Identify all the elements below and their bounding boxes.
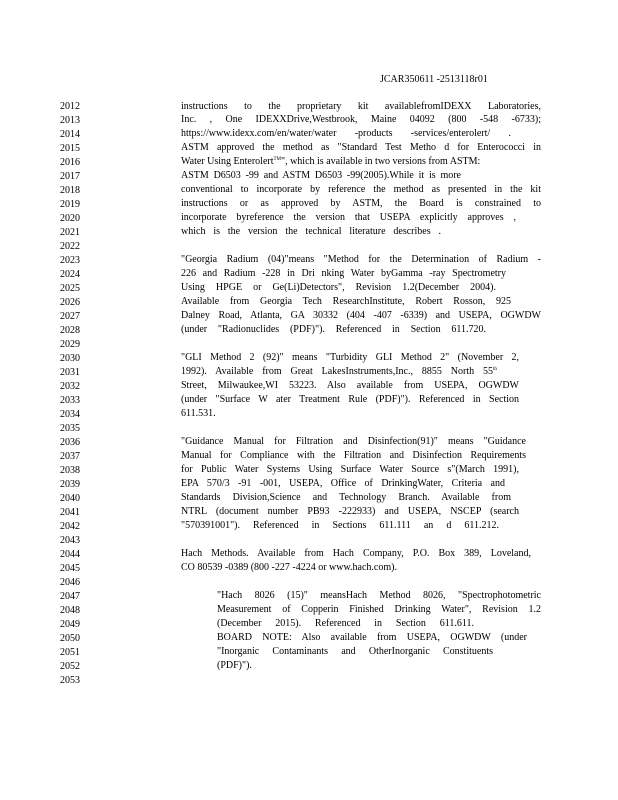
page-header: JCAR350611 -2513118r01 (380, 74, 488, 85)
text-line-2024: 226 and Radium -228 in Dri nking Water byGamma -ray Spectrometry (181, 268, 506, 279)
line-number: 2048 (60, 605, 80, 616)
text-line-2032: Street, Milwaukee,WI 53223. Also available from USEPA, OGWDW (181, 380, 519, 391)
line-number: 2017 (60, 171, 80, 182)
text-line-2016-end: ", which is available in two versions from ASTM: (281, 156, 481, 167)
text-line-2031 (181, 365, 541, 378)
text-line-2013: Inc. , One IDEXXDrive,Westbrook, Maine 04092 (800 -548 -6733); (181, 114, 541, 125)
text-line-2030: "GLI Method 2 (92)" means "Turbidity GLI Method 2" (November 2, (181, 352, 519, 363)
line-number: 2028 (60, 325, 80, 336)
line-number: 2014 (60, 129, 80, 140)
text-line-2048: Measurement of Copperin Finished Drinking Water", Revision 1.2 (217, 604, 541, 615)
text-line-2052: (PDF)"). (217, 660, 252, 671)
text-line-2050: BOARD NOTE: Also available from USEPA, OGWDW (under (217, 632, 527, 643)
line-number: 2012 (60, 101, 80, 112)
text-line-2020: incorporate byreference the version that USEPA explicitly approves , (181, 212, 516, 223)
line-number: 2024 (60, 269, 80, 280)
line-number: 2044 (60, 549, 80, 560)
text-line-2034: 611.531. (181, 408, 216, 419)
text-line-2038: for Public Water Systems Using Surface Water Source s"(March 1991), (181, 464, 519, 475)
text-line-2021: which is the version the technical literature describes . (181, 226, 441, 237)
text-line-2045: CO 80539 -0389 (800 -227 -4224 or www.hach.com). (181, 562, 397, 573)
text-line-2039: EPA 570/3 -91 -001, USEPA, Office of DrinkingWater, Criteria and (181, 478, 505, 489)
line-number: 2034 (60, 409, 80, 420)
text-line-2019: instructions or as approved by ASTM, the Board is constrained to (181, 198, 541, 209)
text-line-2015: ASTM approved the method as "Standard Test Metho d for Enterococci in (181, 142, 541, 153)
text-line-2016 (181, 155, 541, 168)
line-number: 2050 (60, 633, 80, 644)
line-number: 2013 (60, 115, 80, 126)
line-number: 2020 (60, 213, 80, 224)
line-number: 2032 (60, 381, 80, 392)
line-number: 2023 (60, 255, 80, 266)
line-number: 2045 (60, 563, 80, 574)
line-number: 2046 (60, 577, 80, 588)
line-number: 2022 (60, 241, 80, 252)
line-number: 2038 (60, 465, 80, 476)
text-line-2049: (December 2015). Referenced in Section 611.611. (217, 618, 474, 629)
text-line-2028: (under "Radionuclides (PDF)"). Referenced in Section 611.720. (181, 324, 486, 335)
line-number: 2025 (60, 283, 80, 294)
text-line-2017: ASTM D6503 -99 and ASTM D6503 -99(2005).While it is more (181, 170, 461, 181)
text-line-2016-start: Water Using Enterolert (181, 156, 274, 167)
line-number: 2030 (60, 353, 80, 364)
text-line-2025: Using HPGE or Ge(Li)Detectors", Revision 1.2(December 2004). (181, 282, 496, 293)
line-number: 2026 (60, 297, 80, 308)
line-number: 2043 (60, 535, 80, 546)
line-number: 2015 (60, 143, 80, 154)
text-line-2036: "Guidance Manual for Filtration and Disinfection(91)" means "Guidance (181, 436, 526, 447)
line-number: 2031 (60, 367, 80, 378)
line-number: 2042 (60, 521, 80, 532)
line-number: 2029 (60, 339, 80, 350)
text-line-2031-text: 1992). Available from Great LakesInstruments,Inc., 8855 North 55 (181, 366, 493, 377)
text-line-2051: "Inorganic Contaminants and OtherInorganic Constituents (217, 646, 493, 657)
trademark-mark: TM (273, 157, 281, 162)
ordinal-suffix: th (493, 367, 497, 372)
text-line-2033: (under "Surface W ater Treatment Rule (PDF)"). Referenced in Section (181, 394, 519, 405)
line-number: 2049 (60, 619, 80, 630)
line-number: 2040 (60, 493, 80, 504)
line-number: 2036 (60, 437, 80, 448)
text-line-2026: Available from Georgia Tech ResearchInstitute, Robert Rosson, 925 (181, 296, 511, 307)
line-number: 2039 (60, 479, 80, 490)
line-number: 2021 (60, 227, 80, 238)
text-line-2044: Hach Methods. Available from Hach Company, P.O. Box 389, Loveland, (181, 548, 531, 559)
line-number: 2041 (60, 507, 80, 518)
text-line-2014: https://www.idexx.com/en/water/water -products -services/enterolert/ . (181, 128, 511, 139)
text-line-2041: NTRL (document number PB93 -222933) and USEPA, NSCEP (search (181, 506, 519, 517)
text-line-2047: "Hach 8026 (15)" meansHach Method 8026, "Spectrophotometric (217, 590, 541, 601)
text-line-2012: instructions to the proprietary kit availablefromIDEXX Laboratories, (181, 101, 541, 112)
text-line-2027: Dalney Road, Atlanta, GA 30332 (404 -407 -6339) and USEPA, OGWDW (181, 310, 541, 321)
line-number: 2051 (60, 647, 80, 658)
line-number: 2016 (60, 157, 80, 168)
text-line-2040: Standards Division,Science and Technology Branch. Available from (181, 492, 511, 503)
text-line-2037: Manual for Compliance with the Filtration and Disinfection Requirements (181, 450, 526, 461)
line-number: 2037 (60, 451, 80, 462)
line-number: 2047 (60, 591, 80, 602)
line-number: 2033 (60, 395, 80, 406)
line-number: 2018 (60, 185, 80, 196)
line-number: 2035 (60, 423, 80, 434)
text-line-2042: "570391001"). Referenced in Sections 611.111 an d 611.212. (181, 520, 499, 531)
text-line-2023: "Georgia Radium (04)"means "Method for the Determination of Radium - (181, 254, 541, 265)
text-line-2018: conventional to incorporate by reference the method as presented in the kit (181, 184, 541, 195)
line-number: 2052 (60, 661, 80, 672)
line-number: 2053 (60, 675, 80, 686)
line-number: 2027 (60, 311, 80, 322)
line-number: 2019 (60, 199, 80, 210)
